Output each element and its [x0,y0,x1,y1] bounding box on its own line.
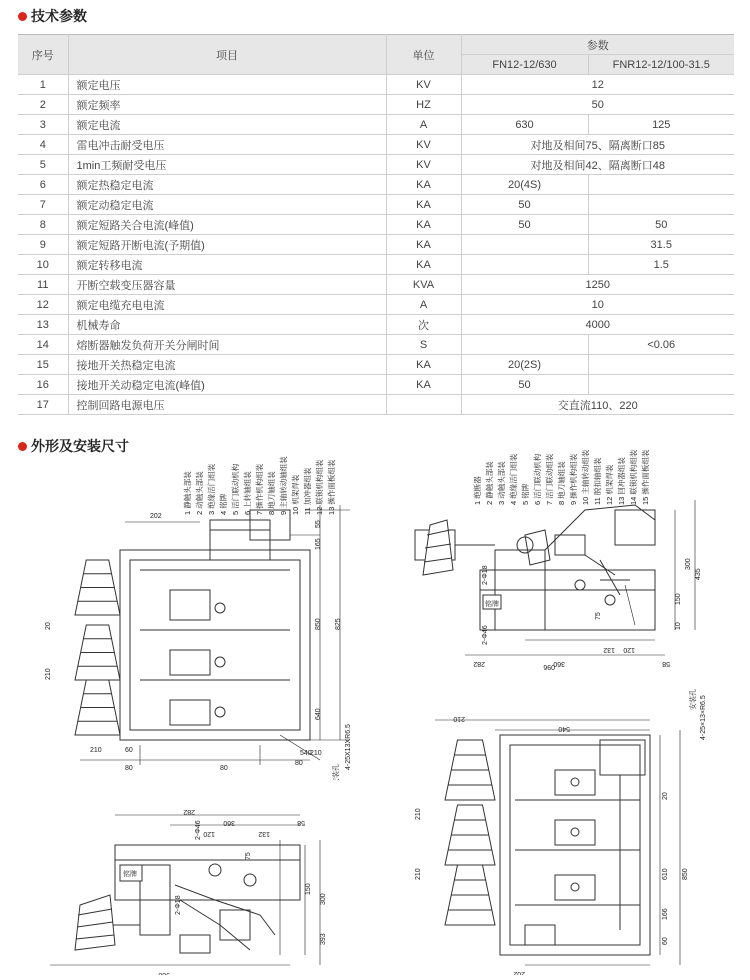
legend-item: 13 回冲器组装 [617,457,626,505]
dimension-label: 80 [295,760,303,767]
table-row [18,355,734,375]
row-item-cell: 雷电冲击耐受电压 [68,135,386,155]
row-item-cell: 额定电流 [68,115,386,135]
table-row [18,135,734,155]
dimension-label: 60 [125,747,133,754]
row-no-cell: 6 [18,175,68,195]
table-row [18,115,734,135]
row-value1-cell: 20(2S) [461,355,588,375]
dimension-label: 435 [695,568,702,580]
dimension-label: 540 [300,750,312,757]
row-value-merged-cell: 4000 [461,315,734,335]
legend-item: 7 操作机构组装 [255,463,264,515]
dimension-label: 210 [310,750,322,757]
dimension-label: 80 [125,765,133,772]
row-unit-cell [386,395,461,415]
dimension-label: 300 [320,893,327,905]
dimension-label: 210 [415,868,422,880]
row-unit-cell: KA [386,215,461,235]
row-no-cell: 8 [18,215,68,235]
row-unit-cell: HZ [386,95,461,115]
row-value2-cell: 125 [588,115,734,135]
legend-item: 12 机架焊装 [605,464,614,505]
row-item-cell: 控制回路电源电压 [68,395,386,415]
tech-params-title: 技术参数 [31,8,87,24]
row-item-cell: 额定短路关合电流(峰值) [68,215,386,235]
dimension-label: 75 [245,852,252,860]
row-value1-cell: 50 [461,215,588,235]
row-value-merged-cell: 对地及相间42、隔离断口48 [461,155,734,175]
header-item: 项目 [68,35,386,75]
dimension-label: 120 [203,830,215,837]
table-row [18,395,734,415]
bullet-dot-icon [18,12,27,21]
nameplate-label: 铭牌 [485,601,499,608]
header-unit: 单位 [386,35,461,75]
legend-item: 10 机架焊装 [291,474,300,515]
dimensions-title: 外形及安装尺寸 [31,438,129,454]
row-unit-cell: KA [386,375,461,395]
dimension-label: 10 [675,622,682,630]
header-model2: FNR12-12/100-31.5 [588,55,734,75]
legend-item: 9 主轴转动轴组装 [279,456,288,515]
row-value-merged-cell: 1250 [461,275,734,295]
row-item-cell: 额定动稳定电流 [68,195,386,215]
row-item-cell: 额定热稳定电流 [68,175,386,195]
row-value2-cell: 50 [588,215,734,235]
row-no-cell: 16 [18,375,68,395]
dimension-label: 165 [315,538,322,550]
row-value2-cell: <0.06 [588,335,734,355]
table-row [18,375,734,395]
dimension-label: 20 [662,792,669,800]
row-value2-cell: 1.5 [588,255,734,275]
row-unit-cell: KA [386,255,461,275]
row-no-cell: 5 [18,155,68,175]
dimension-label: 850 [682,868,689,880]
mount-hole-label: 安装孔 [333,764,340,780]
row-value-merged-cell: 12 [461,75,734,95]
table-row [18,215,734,235]
dimension-label: 210 [453,715,465,722]
dimension-label: 210 [90,747,102,754]
row-value1-cell: 50 [461,195,588,215]
row-unit-cell: KA [386,235,461,255]
row-no-cell: 17 [18,395,68,415]
legend-item: 6 上转轴组装 [243,471,252,515]
row-item-cell: 接地开关热稳定电流 [68,355,386,375]
drawing-side-view-b [405,430,735,670]
row-value1-cell [461,335,588,355]
row-value2-cell [588,355,734,375]
table-row [18,95,734,115]
legend-item: 10 主轴转动组装 [581,449,590,505]
dimension-label: 202 [513,970,525,975]
legend-item: 1 静触头部装 [183,471,192,515]
legend-item: 8 地刀轴组装 [267,471,276,515]
table-row [18,75,734,95]
legend-item: 9 操作机构组装 [569,453,578,505]
legend-item: 5 活门联动机构 [231,463,240,515]
dimension-label: 132 [258,830,270,837]
legend-item: 13 操作面板组装 [327,459,336,515]
table-row [18,255,734,275]
dimension-label: 120 [623,646,635,653]
row-value-merged-cell: 交直流110、220 [461,395,734,415]
row-no-cell: 7 [18,195,68,215]
dimension-label: 210 [45,668,52,680]
row-item-cell: 1min工频耐受电压 [68,155,386,175]
dimension-label: 202 [150,513,162,520]
dimension-label: 282 [183,808,195,815]
legend-item: 1 绝断器 [473,476,482,505]
dimension-label: 825 [335,618,342,630]
row-unit-cell: S [386,335,461,355]
legend-item: 3 动触头部装 [497,461,506,505]
dimension-label: 960 [158,971,170,975]
table-row [18,295,734,315]
row-value2-cell [588,375,734,395]
legend-item: 11 脱扣轴组装 [593,457,602,505]
row-unit-cell: KV [386,155,461,175]
row-no-cell: 4 [18,135,68,155]
row-value2-cell [588,175,734,195]
row-value-merged-cell: 对地及相间75、隔离断口85 [461,135,734,155]
dimension-label: 282 [473,660,485,667]
legend-item: 2 动触头部装 [195,471,204,515]
dimension-label: 80 [220,765,228,772]
dimension-label: 4-25×13×R6.5 [700,695,707,740]
table-row [18,315,734,335]
row-value1-cell: 630 [461,115,588,135]
legend-item: 3 绝缘活门组装 [207,463,216,515]
row-no-cell: 11 [18,275,68,295]
dimension-label: 393 [320,933,327,945]
row-item-cell: 开断空载变压器容量 [68,275,386,295]
dimension-label: 640 [315,708,322,720]
row-value-merged-cell: 50 [461,95,734,115]
legend-item: 4 绝缘活门组装 [509,453,518,505]
table-row [18,335,734,355]
row-value1-cell: 20(4S) [461,175,588,195]
section-title-tech-params [18,6,87,26]
row-unit-cell: A [386,115,461,135]
header-params: 参数 [461,35,734,55]
nameplate-label: 铭牌 [123,871,137,878]
dimension-label: 850 [315,618,322,630]
drawing-side-view-c [20,785,370,975]
dimension-label: 60 [662,937,669,945]
dimension-label: 150 [305,883,312,895]
hole-spec-label: 4-25X13XR6.5 [345,724,352,770]
legend-item: 2 静触头部装 [485,461,494,505]
table-row [18,235,734,255]
legend-item: 12 联锁机构组装 [315,459,324,515]
dimension-label: 610 [662,868,669,880]
dimension-label: 096 [543,663,555,670]
legend-item: 7 活门联动组装 [545,453,554,505]
row-no-cell: 1 [18,75,68,95]
legend-item: 6 活门联动机构 [533,453,542,505]
row-unit-cell: KA [386,355,461,375]
dimension-label: 360 [223,819,235,826]
row-unit-cell: KA [386,175,461,195]
dimension-label: 2-Φ46 [482,625,489,645]
drawing-front-view-a [20,430,370,780]
row-no-cell: 2 [18,95,68,115]
legend-item: 5 铭牌 [521,483,530,505]
legend-item: 11 加冲器组装 [303,467,312,515]
table-row [18,155,734,175]
row-item-cell: 额定电压 [68,75,386,95]
legend-item: 4 铭牌 [219,493,228,515]
dimension-label: 360 [553,660,565,667]
dimension-label: 55 [315,520,322,528]
dimension-label: 540 [558,725,570,732]
row-item-cell: 接地开关动稳定电流(峰值) [68,375,386,395]
row-value-merged-cell: 10 [461,295,734,315]
row-unit-cell: KVA [386,275,461,295]
dimension-label: 300 [685,558,692,570]
row-no-cell: 12 [18,295,68,315]
dimension-label: 2-Φ18 [175,895,182,915]
row-unit-cell: 次 [386,315,461,335]
row-item-cell: 机械寿命 [68,315,386,335]
dimension-label: 132 [603,646,615,653]
dimension-label: 210 [415,808,422,820]
row-no-cell: 10 [18,255,68,275]
row-item-cell: 额定频率 [68,95,386,115]
row-unit-cell: KV [386,75,461,95]
dimension-label: 150 [675,593,682,605]
drawing-front-view-d [405,680,735,975]
row-item-cell: 额定电缆充电电流 [68,295,386,315]
spec-table [18,34,734,415]
dimension-label: 2-Φ46 [195,820,202,840]
row-no-cell: 3 [18,115,68,135]
dimension-label: 2-Φ18 [482,565,489,585]
dimension-label: 166 [662,908,669,920]
row-item-cell: 额定短路开断电流(予期值) [68,235,386,255]
legend-item: 14 联锁机构组装 [629,449,638,505]
row-value2-cell [588,195,734,215]
dimension-label: 58 [662,660,670,667]
table-row [18,275,734,295]
row-value2-cell: 31.5 [588,235,734,255]
row-value1-cell [461,235,588,255]
row-item-cell: 额定转移电流 [68,255,386,275]
row-no-cell: 15 [18,355,68,375]
row-no-cell: 14 [18,335,68,355]
dimension-label: 20 [45,622,52,630]
row-value1-cell: 50 [461,375,588,395]
row-value1-cell [461,255,588,275]
dimension-label: 58 [297,819,305,826]
row-item-cell: 熔断器触发负荷开关分闸时间 [68,335,386,355]
legend-item: 8 地刀轴组装 [557,461,566,505]
legend-item: 15 操作面板组装 [641,449,650,505]
dimension-label: 安装孔 [690,689,697,710]
table-row [18,175,734,195]
row-no-cell: 9 [18,235,68,255]
header-no: 序号 [18,35,68,75]
row-unit-cell: KA [386,195,461,215]
row-unit-cell: A [386,295,461,315]
row-no-cell: 13 [18,315,68,335]
header-model1: FN12-12/630 [461,55,588,75]
row-unit-cell: KV [386,135,461,155]
table-row [18,195,734,215]
dimension-label: 75 [595,612,602,620]
